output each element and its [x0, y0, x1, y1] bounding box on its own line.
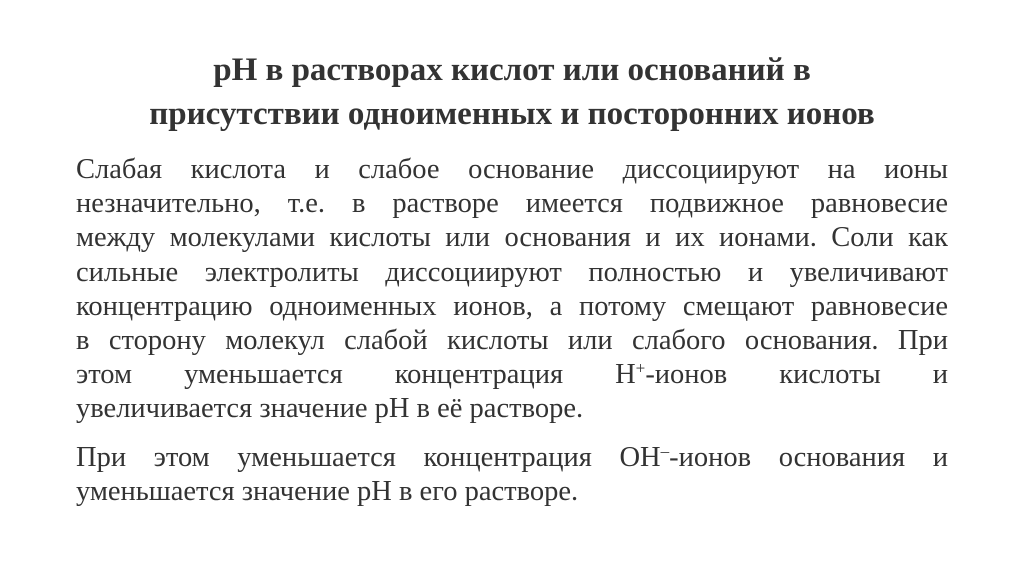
title-line-2: присутствии одноименных и посторонних ионов	[149, 96, 875, 132]
hplus-text-after: -ионов кислоты и	[645, 359, 948, 391]
ohminus-text-after: -ионов основания и	[669, 441, 948, 473]
paragraph-2-line-ohminus	[76, 441, 948, 475]
slide-body	[76, 153, 948, 509]
slide-title	[80, 48, 944, 136]
paragraph-2-line: уменьшается значение pH в его растворе.	[76, 475, 579, 507]
paragraph-1-line: концентрацию одноименных ионов, а потому смещают равновесие	[76, 290, 948, 322]
paragraph-1-line: сильные электролиты диссоциируют полностью и увеличивают	[76, 256, 948, 288]
paragraph-1-line: Слабая кислота и слабое основание диссоциируют на ионы	[76, 154, 948, 185]
ohminus-text-before: При этом уменьшается концентрация OH	[76, 441, 661, 473]
ohminus-superscript: –	[660, 441, 670, 461]
paragraph-1-line: незначительно, т.е. в растворе имеется подвижное равновесие	[76, 188, 948, 220]
hplus-superscript: +	[635, 358, 646, 378]
paragraph-1-line: увеличивается значение pH в её растворе.	[76, 393, 584, 425]
paragraph-1-line: между молекулами кислоты или основания и их ионами. Соли как	[76, 222, 948, 254]
paragraph-1	[76, 153, 948, 427]
paragraph-1-line: в сторону молекул слабой кислоты или слабого основания. При	[76, 325, 948, 357]
title-line-1: pH в растворах кислот или оснований в	[213, 52, 811, 88]
paragraph-1-line-hplus	[76, 358, 948, 392]
paragraph-2	[76, 441, 948, 509]
hplus-text-before: этом уменьшается концентрация H	[76, 359, 636, 391]
